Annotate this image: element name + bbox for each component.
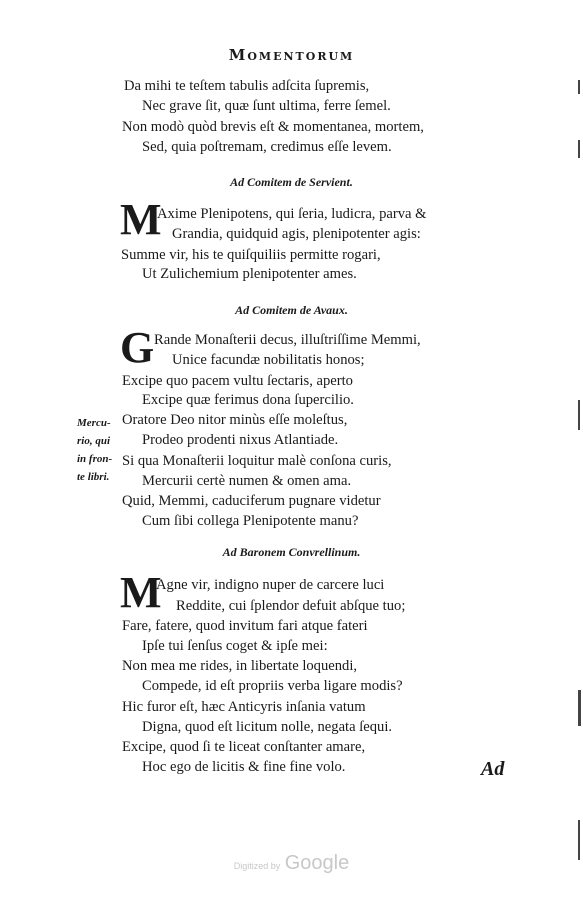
verse-line: Rande Monaſterii decus, illuſtriſſime Memmi, bbox=[154, 332, 421, 348]
verse-line: Cum ſibi collega Plenipotente manu? bbox=[142, 513, 359, 529]
page-edge-mark bbox=[578, 140, 580, 158]
poem-heading: Ad Comitem de Avaux. bbox=[235, 303, 348, 317]
verse-line: Fare, fatere, quod invitum fari atque fateri bbox=[122, 618, 368, 634]
margin-note-line: Mercu- bbox=[77, 417, 111, 429]
page-edge-mark bbox=[578, 690, 581, 726]
verse-line: Non modò quòd brevis eſt & momentanea, mortem, bbox=[122, 119, 424, 135]
watermark-logo: Google bbox=[284, 852, 350, 874]
verse-line: Quid, Memmi, caduciferum pugnare videtur bbox=[122, 493, 381, 509]
poem-heading: Ad Comitem de Servient. bbox=[230, 175, 353, 189]
verse-line: Excipe, quod ſi te liceat conſtanter amare, bbox=[122, 739, 366, 755]
digitization-watermark bbox=[0, 852, 583, 875]
verse-line: Sed, quia poſtremam, credimus eſſe levem. bbox=[142, 139, 392, 155]
catchword: Ad bbox=[481, 758, 505, 780]
drop-capital: M bbox=[120, 195, 162, 244]
verse-line: Grandia, quidquid agis, plenipotenter agis: bbox=[172, 226, 421, 242]
page-edge-mark bbox=[578, 80, 580, 94]
verse-line: Hoc ego de licitis & fine fine volo. bbox=[142, 759, 346, 775]
drop-capital: M bbox=[120, 568, 162, 617]
running-head: Momentorum bbox=[228, 46, 355, 64]
verse-line: Ipſe tui ſenſus coget & ipſe mei: bbox=[142, 638, 328, 654]
verse-line: Summe vir, his te quiſquiliis permitte rogari, bbox=[121, 247, 381, 263]
verse-line: Digna, quod eſt licitum nolle, negata ſequi. bbox=[142, 719, 393, 735]
verse-line: Nec grave ſit, quæ ſunt ultima, ferre ſemel. bbox=[142, 98, 391, 114]
verse-line: Excipe quæ ferimus dona ſupercilio. bbox=[142, 392, 354, 408]
verse-line: Ut Zulichemium plenipotenter ames. bbox=[142, 266, 357, 282]
margin-note-line: rio, qui bbox=[77, 435, 111, 447]
verse-line: Non mea me rides, in libertate loquendi, bbox=[122, 658, 358, 674]
verse-line: Compede, id eſt propriis verba ligare modis? bbox=[142, 678, 403, 694]
verse-line: Agne vir, indigno nuper de carcere luci bbox=[156, 577, 385, 593]
watermark-prefix: Digitized by bbox=[233, 861, 281, 871]
verse-line: Excipe quo pacem vultu ſectaris, aperto bbox=[122, 373, 353, 389]
page-edge-mark bbox=[578, 400, 580, 430]
verse-line: Da mihi te teſtem tabulis adſcita ſupremis, bbox=[124, 78, 370, 94]
verse-line: Prodeo prodenti nixus Atlantiade. bbox=[142, 432, 339, 448]
verse-line: Hic furor eſt, hæc Anticyris inſania vatum bbox=[122, 699, 366, 715]
verse-line: Oratore Deo nitor minùs eſſe moleſtus, bbox=[122, 412, 348, 428]
verse-line: Reddite, cui ſplendor defuit abſque tuo; bbox=[176, 598, 406, 614]
verse-line: Mercurii certè numen & omen ama. bbox=[142, 473, 352, 489]
verse-line: Axime Plenipotens, qui ſeria, ludicra, parva & bbox=[157, 206, 427, 222]
verse-line: Unice facundæ nobilitatis honos; bbox=[172, 352, 365, 368]
poem-heading: Ad Baronem Convrellinum. bbox=[222, 545, 361, 559]
drop-capital: G bbox=[120, 323, 155, 372]
verse-line: Si qua Monaſterii loquitur malè conſona curis, bbox=[122, 453, 392, 469]
margin-note-line: in fron- bbox=[77, 453, 113, 465]
margin-note-line: te libri. bbox=[77, 471, 110, 483]
